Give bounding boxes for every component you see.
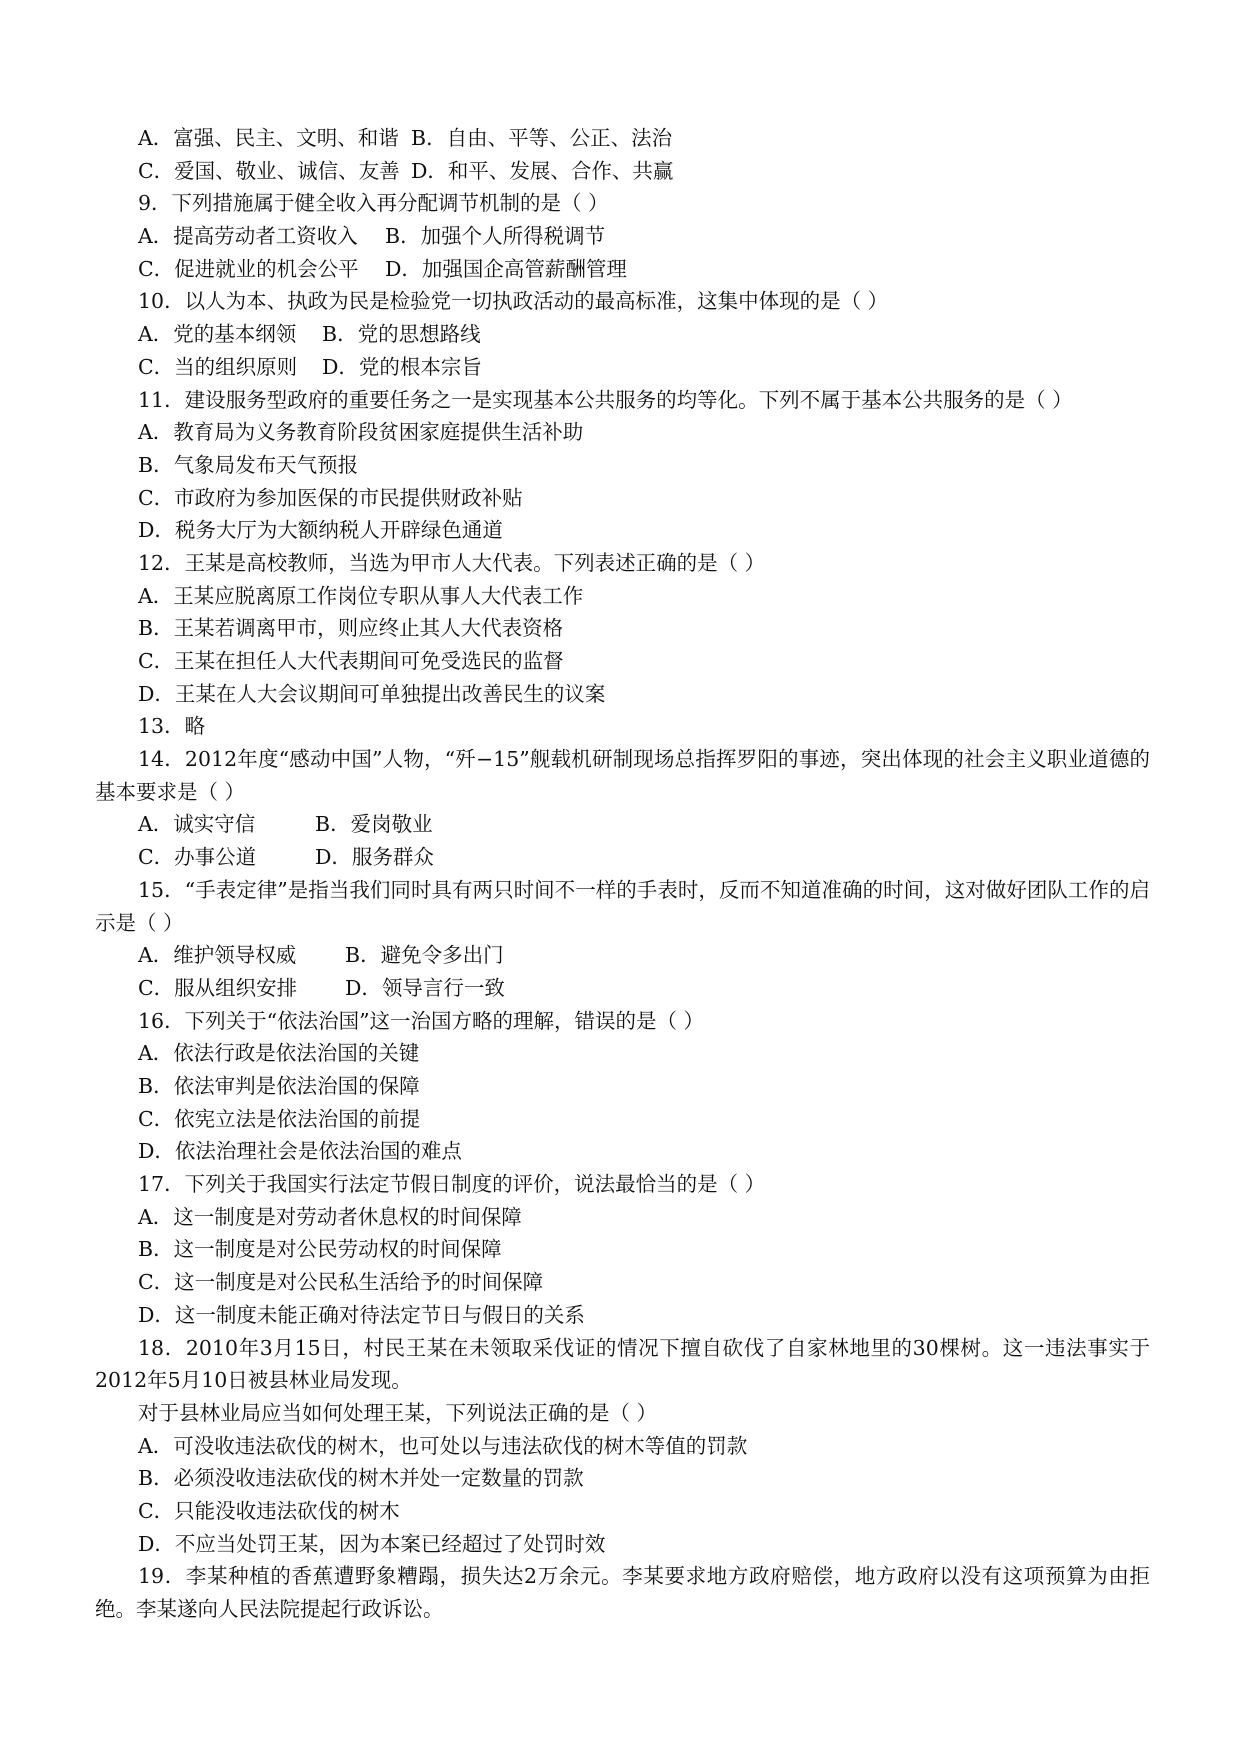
option-d: D．和平、发展、合作、共赢 xyxy=(411,158,674,183)
option-c: C．服从组织安排 xyxy=(138,975,298,1000)
question-12: 12．王某是高校教师，当选为甲市人大代表。下列表述正确的是（ ） xyxy=(138,550,766,575)
option-c: C．只能没收违法砍伐的树木 xyxy=(138,1498,400,1523)
option-d: D．这一制度未能正确对待法定节日与假日的关系 xyxy=(138,1302,585,1327)
option-row xyxy=(95,841,1150,874)
option-d: D．王某在人大会议期间可单独提出改善民生的议案 xyxy=(138,681,606,706)
option-b: B．避免令多出门 xyxy=(345,943,504,968)
question-19: 19．李某种植的香蕉遭野象糟蹋，损失达2万余元。李某要求地方政府赔偿，地方政府以没有这项预算为由拒绝。李某遂向人民法院提起行政诉讼。 xyxy=(95,1564,1150,1622)
option-a: A．维护领导权威 xyxy=(138,943,297,968)
option-b: B．气象局发布天气预报 xyxy=(138,452,359,477)
option-row xyxy=(95,808,1150,841)
option-c: C．这一制度是对公民私生活给予的时间保障 xyxy=(138,1270,544,1295)
question-18: 18．2010年3月15日，村民王某在未领取采伐证的情况下擅自砍伐了自家林地里的30棵树。这一违法事实于2012年5月10日被县林业局发现。 xyxy=(95,1335,1150,1393)
option-d: D．服务群众 xyxy=(315,845,434,870)
option-d: D．领导言行一致 xyxy=(345,975,505,1000)
option-a: A．党的基本纲领 xyxy=(138,322,297,347)
question-9: 9．下列措施属于健全收入再分配调节机制的是（ ） xyxy=(138,191,609,216)
option-a: A．依法行政是依法治国的关键 xyxy=(138,1041,420,1066)
option-d: D．税务大厅为大额纳税人开辟绿色通道 xyxy=(138,518,503,543)
option-a: A．提高劳动者工资收入 xyxy=(138,224,358,249)
option-row xyxy=(95,122,1150,155)
option-a: A．这一制度是对劳动者休息权的时间保障 xyxy=(138,1204,522,1229)
option-row xyxy=(95,253,1150,286)
question-13: 13．略 xyxy=(138,714,206,739)
option-b: B．党的思想路线 xyxy=(322,322,481,347)
question-16: 16．下列关于“依法治国”这一治国方略的理解，错误的是（ ） xyxy=(138,1008,705,1033)
question-17: 17．下列关于我国实行法定节假日制度的评价，说法最恰当的是（ ） xyxy=(138,1172,766,1197)
option-d: D．加强国企高管薪酬管理 xyxy=(385,256,627,281)
option-d: D．党的根本宗旨 xyxy=(322,354,482,379)
option-b: B．必须没收违法砍伐的树木并处一定数量的罚款 xyxy=(138,1466,584,1491)
option-d: D．依法治理社会是依法治国的难点 xyxy=(138,1139,462,1164)
question-14: 14．2012年度“感动中国”人物，“歼−15”舰载机研制现场总指挥罗阳的事迹，突出体现的社会主义职业道德的基本要求是（ ） xyxy=(95,747,1150,804)
option-c: C．促进就业的机会公平 xyxy=(138,256,359,281)
option-b: B．依法审判是依法治国的保障 xyxy=(138,1074,420,1098)
question-10: 10．以人为本、执政为民是检验党一切执政活动的最高标准，这集中体现的是（ ） xyxy=(138,289,889,314)
option-a: A．富强、民主、文明、和谐 xyxy=(138,126,399,150)
option-c: C．市政府为参加医保的市民提供财政补贴 xyxy=(138,485,523,510)
option-c: C．当的组织原则 xyxy=(138,354,298,379)
option-a: A．诚实守信 xyxy=(138,812,256,837)
option-c: C．王某在担任人大代表期间可免受选民的监督 xyxy=(138,649,564,673)
option-b: B．爱岗敬业 xyxy=(315,812,433,837)
option-row xyxy=(95,351,1150,384)
option-d: D．不应当处罚王某，因为本案已经超过了处罚时效 xyxy=(138,1531,606,1556)
question-11: 11．建设服务型政府的重要任务之一是实现基本公共服务的均等化。下列不属于基本公共服务的是（ ） xyxy=(138,387,1073,412)
option-b: B．加强个人所得税调节 xyxy=(385,224,606,249)
option-c: C．办事公道 xyxy=(138,845,257,870)
option-b: B．自由、平等、公正、法治 xyxy=(411,126,673,150)
option-a: A．教育局为义务教育阶段贫困家庭提供生活补助 xyxy=(138,420,584,445)
exam-document xyxy=(95,122,1150,1626)
option-row xyxy=(95,972,1150,1005)
question-15: 15．“手表定律”是指当我们同时具有两只时间不一样的手表时，反而不知道准确的时间，这对做好团队工作的启示是（ ） xyxy=(95,877,1150,935)
option-row xyxy=(95,939,1150,972)
option-row xyxy=(95,318,1150,351)
option-b: B．王某若调离甲市，则应终止其人大代表资格 xyxy=(138,616,564,641)
question-18-stem: 对于县林业局应当如何处理王某，下列说法正确的是（ ） xyxy=(138,1400,658,1425)
option-a: A．可没收违法砍伐的树木，也可处以与违法砍伐的树木等值的罚款 xyxy=(138,1433,748,1458)
option-row xyxy=(95,220,1150,253)
option-a: A．王某应脱离原工作岗位专职从事人大代表工作 xyxy=(138,583,584,608)
option-row xyxy=(95,155,1150,188)
option-b: B．这一制度是对公民劳动权的时间保障 xyxy=(138,1237,502,1262)
option-c: C．依宪立法是依法治国的前提 xyxy=(138,1106,421,1131)
option-c: C．爱国、敬业、诚信、友善 xyxy=(138,158,400,183)
